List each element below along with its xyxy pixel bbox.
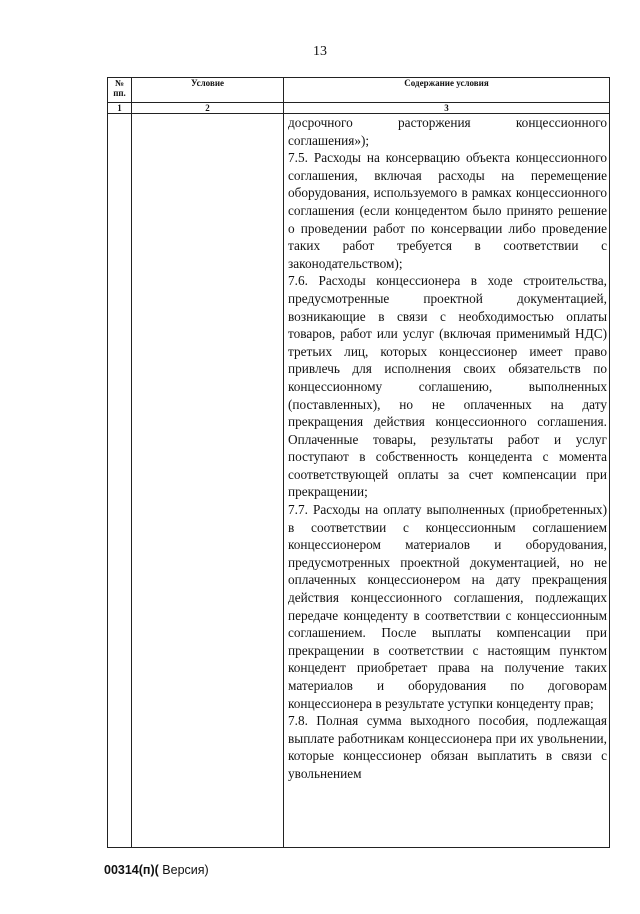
header-num: № пп. xyxy=(108,78,132,103)
condition-cell xyxy=(132,114,284,848)
page-number: 13 xyxy=(313,44,327,59)
header-condition: Условие xyxy=(132,78,284,103)
conditions-table xyxy=(107,77,610,848)
footer-code: 00314(п)( xyxy=(104,863,159,877)
index-cell-3: 3 xyxy=(284,103,610,114)
paragraph-7-5: 7.5. Расходы на консервацию объекта концессионного соглашения, включая расходы на перемещение оборудования, используемого в рамках концессионного соглашения (если концедентом было принято решение о проведении работ по консервации либо проведение таких работ требуется в соответствии с законодательством); xyxy=(288,150,607,271)
paragraph-7-6: 7.6. Расходы концессионера в ходе строительства, предусмотренные проектной документацией, возникающие в связи с необходимостью оплаты товаров, работ или услуг (включая применимый НДС) третьих лиц, которых концессионер имеет право привлечь для исполнения своих обязательств по концессионному соглашению, выполненных (поставленных), но не оплаченных на дату прекращения действия концессионного соглашения. Оплаченные товары, результаты работ и услуг поступают в собственность концедента с момента соответствующей оплаты за счет компенсации при прекращении; xyxy=(288,273,607,500)
num-cell xyxy=(108,114,132,848)
document-footer xyxy=(104,863,209,877)
table-index-row xyxy=(108,103,610,114)
table-row xyxy=(108,114,610,848)
paragraph-7-7: 7.7. Расходы на оплату выполненных (приобретенных) в соответствии с концессионным соглашением концессионером материалов и оборудования, предусмотренных проектной документацией, но не оплаченных концессионером на дату прекращения действия концессионного соглашения, подлежащих передаче концеденту в соответствии с концессионным соглашением. После выплаты компенсации при прекращении в соответствии с настоящим пунктом концедент приобретает права на получение таких материалов и оборудования по договорам концессионера в результате уступки концеденту прав; xyxy=(288,502,607,711)
paragraph-continuation: досрочного расторжения концессионного соглашения»); xyxy=(288,115,607,148)
index-cell-1: 1 xyxy=(108,103,132,114)
header-content: Содержание условия xyxy=(284,78,610,103)
index-cell-2: 2 xyxy=(132,103,284,114)
table-header-row xyxy=(108,78,610,103)
paragraph-7-8: 7.8. Полная сумма выходного пособия, подлежащая выплате работникам концессионера при их увольнении, которые концессионер обязан выплатить в связи с увольнением xyxy=(288,713,607,781)
content-cell xyxy=(284,114,610,848)
footer-label: Версия) xyxy=(158,863,209,877)
